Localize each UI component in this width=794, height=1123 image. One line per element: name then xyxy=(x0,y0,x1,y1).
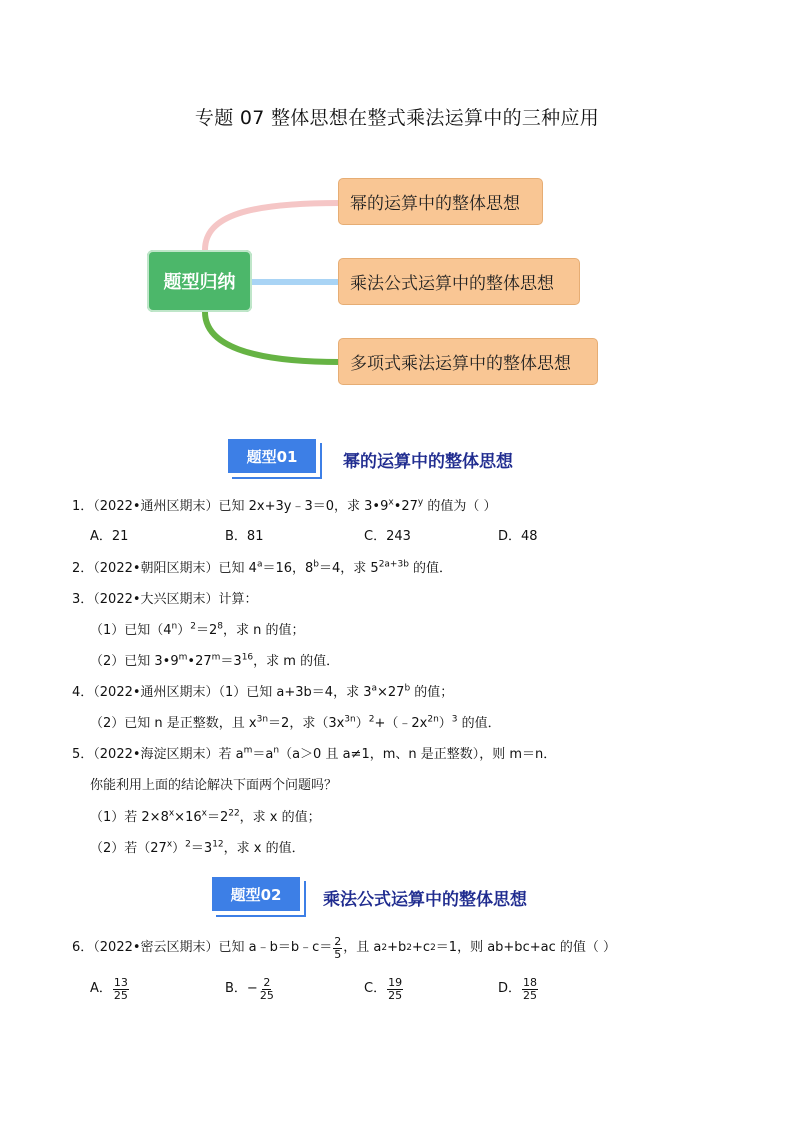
question-6-option-a: A． $\frac{13}{25}$ xyxy=(90,975,128,1002)
question-6-stem: 6．（2022•密云区期末）已知 a﹣b＝b﹣c＝ $\frac{2}{5}$ ，且 a 2 +b 2 +c 2 ＝1，则 ab+bc+ac 的值（ ） xyxy=(72,934,616,961)
question-3-part-1: （1）已知$(4^n)^2=2^8$，求 n 的值； xyxy=(90,621,305,638)
section-01-badge-frame xyxy=(226,437,321,475)
connector-branch-1 xyxy=(205,203,340,250)
question-3-stem: 3．（2022•大兴区期末）计算： xyxy=(72,592,258,607)
connector-branch-3 xyxy=(205,312,340,362)
mindmap-branch-2: 乘法公式运算中的整体思想 xyxy=(338,258,580,305)
question-5-stem: 5．（2022•海淀区期末）若 $a^m=a^n(a>0$ 且 a≠1，m、n 是正整数），则 m＝n． xyxy=(72,745,557,762)
question-1-option-a: A．21 xyxy=(90,529,129,544)
question-1-option-c: C．243 xyxy=(364,529,411,544)
question-6-option-c: C． $\frac{19}{25}$ xyxy=(364,975,403,1002)
question-6-fraction: $\frac{2}{5}$ xyxy=(334,934,342,961)
question-5-line-2: 你能利用上面的结论解决下面两个问题吗？ xyxy=(90,778,338,793)
mindmap-branch-1: 幂的运算中的整体思想 xyxy=(338,178,543,225)
section-02-badge-frame xyxy=(210,875,305,913)
question-6-option-d: D． $\frac{18}{25}$ xyxy=(498,975,538,1002)
page-title: 专题 07 整体思想在整式乘法运算中的三种应用 xyxy=(194,107,600,129)
mindmap-branch-3: 多项式乘法运算中的整体思想 xyxy=(338,338,598,385)
mindmap-root: 题型归纳 xyxy=(147,250,252,312)
question-5-part-2: （2）若$(27^x)^2=3^{12}$，求 x 的值． xyxy=(90,839,305,856)
question-1-option-b: B．81 xyxy=(225,529,264,544)
section-01-title: 幂的运算中的整体思想 xyxy=(343,452,513,472)
question-6-option-b: B． − $\frac{2}{25}$ xyxy=(225,975,274,1002)
question-4-part-1: 4．（2022•通州区期末）（1）已知 a+3b＝4，求 $3^a\times 27^b$ 的值； xyxy=(72,683,454,700)
question-2-stem: 2．（2022•朝阳区期末）已知 $4^a=16$，$8^b=4$，求 $5^{2a+3b}$ 的值． xyxy=(72,559,453,576)
question-1-option-d: D．48 xyxy=(498,529,538,544)
question-5-part-1: （1）若 $2\times 8^x\times 16^x=2^{22}$，求 x 的值； xyxy=(90,808,321,825)
section-01-badge: 题型01 xyxy=(228,439,316,473)
section-02-title: 乘法公式运算中的整体思想 xyxy=(323,890,527,910)
section-02-badge: 题型02 xyxy=(212,877,300,911)
question-4-part-2: （2）已知 n 是正整数，且 $x^{3n}=2$，求$(3x^{3n})^2+(﹣2x^{2n})^3$ 的值． xyxy=(90,714,501,731)
question-1-stem: 1．（2022•通州区期末）已知 2x+3y﹣3＝0，求 3•9$^x$•27$^y$ 的值为（ ） xyxy=(72,497,497,514)
question-3-part-2: （2）已知 $3•9^m•27^m=3^{16}$，求 m 的值． xyxy=(90,652,340,669)
